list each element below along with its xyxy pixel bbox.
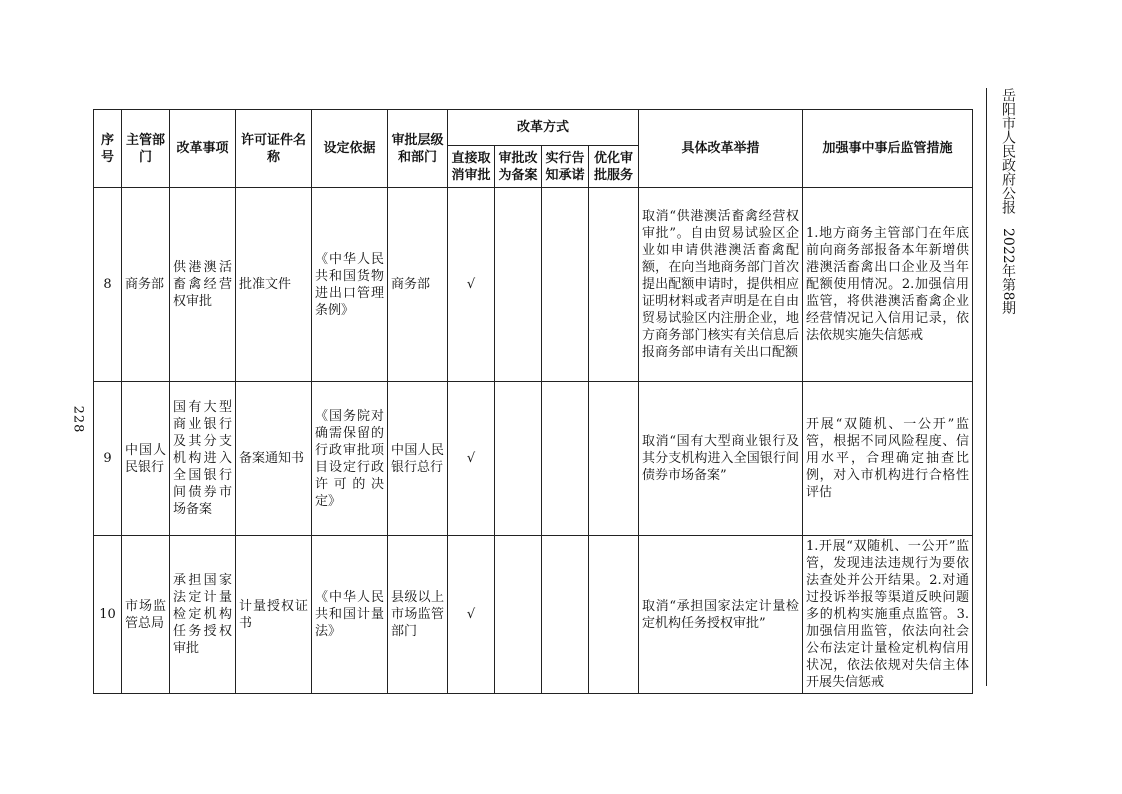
cell-dept: 市场监管总局 (122, 536, 170, 694)
cell-basis: 《中华人民共和国计量法》 (312, 536, 388, 694)
header-level: 审批层级和部门 (388, 110, 448, 188)
table-row (94, 536, 973, 694)
cell-basis: 《国务院对确需保留的行政审批项目设定行政许可的决定》 (312, 382, 388, 536)
cell-level: 县级以上市场监管部门 (388, 536, 448, 694)
header-item: 改革事项 (170, 110, 236, 188)
side-divider-line (986, 88, 987, 686)
header-mode-commit: 实行告知承诺 (542, 146, 589, 188)
page-number: 228 (70, 405, 86, 434)
cell-mode-commit (542, 188, 589, 382)
header-mode-filing: 审批改为备案 (495, 146, 542, 188)
header-seq: 序号 (94, 110, 122, 188)
cell-measures: 取消“承担国家法定计量检定机构任务授权审批” (639, 536, 803, 694)
cell-license: 批准文件 (236, 188, 312, 382)
cell-supervision: 1.地方商务主管部门在年底前向商务部报备本年新增供港澳活畜禽出口企业及当年配额使用情况。2.加强信用监管，将供港澳活畜禽企业经营情况记入信用记录，依法依规实施失信惩戒 (803, 188, 973, 382)
header-license: 许可证件名称 (236, 110, 312, 188)
header-measures: 具体改革举措 (639, 110, 803, 188)
cell-mode-commit (542, 536, 589, 694)
cell-mode-optimize (589, 188, 639, 382)
cell-item: 承担国家法定计量检定机构任务授权审批 (170, 536, 236, 694)
cell-mode-filing (495, 536, 542, 694)
cell-item: 供港澳活畜禽经营权审批 (170, 188, 236, 382)
cell-dept: 商务部 (122, 188, 170, 382)
cell-seq: 10 (94, 536, 122, 694)
cell-mode-cancel: √ (448, 382, 495, 536)
cell-mode-cancel: √ (448, 536, 495, 694)
cell-basis: 《中华人民共和国货物进出口管理条例》 (312, 188, 388, 382)
cell-mode-commit (542, 382, 589, 536)
table-row (94, 382, 973, 536)
cell-mode-filing (495, 382, 542, 536)
cell-dept: 中国人民银行 (122, 382, 170, 536)
reform-table (93, 109, 973, 694)
cell-level: 中国人民银行总行 (388, 382, 448, 536)
cell-mode-filing (495, 188, 542, 382)
header-basis: 设定依据 (312, 110, 388, 188)
table-row (94, 188, 973, 382)
header-dept: 主管部门 (122, 110, 170, 188)
cell-supervision: 1.开展“双随机、一公开”监管，发现违法违规行为要依法查处并公开结果。2.对通过投诉举报等渠道反映问题多的机构实施重点监管。3.加强信用监管，依法向社会公布法定计量检定机构信用状况，依法依规对失信主体开展失信惩戒 (803, 536, 973, 694)
cell-level: 商务部 (388, 188, 448, 382)
cell-license: 计量授权证书 (236, 536, 312, 694)
cell-measures: 取消“供港澳活畜禽经营权审批”。自由贸易试验区企业如申请供港澳活畜禽配额，在向当地商务部门首次提出配额申请时，提供相应证明材料或者声明是在自由贸易试验区内注册企业，地方商务部门核实有关信息后报商务部申请有关出口配额 (639, 188, 803, 382)
cell-mode-cancel: √ (448, 188, 495, 382)
header-reform-mode: 改革方式 (448, 110, 639, 146)
cell-mode-optimize (589, 536, 639, 694)
cell-seq: 8 (94, 188, 122, 382)
cell-mode-optimize (589, 382, 639, 536)
header-supervision: 加强事中事后监管措施 (803, 110, 973, 188)
cell-license: 备案通知书 (236, 382, 312, 536)
cell-item: 国有大型商业银行及其分支机构进入全国银行间债券市场备案 (170, 382, 236, 536)
cell-supervision: 开展“双随机、一公开”监管，根据不同风险程度、信用水平，合理确定抽查比例，对入市机构进行合格性评估 (803, 382, 973, 536)
cell-seq: 9 (94, 382, 122, 536)
header-mode-cancel: 直接取消审批 (448, 146, 495, 188)
side-running-header: 岳阳市人民政府公报 2022年第8期 (1000, 88, 1016, 315)
cell-measures: 取消“国有大型商业银行及其分支机构进入全国银行间债券市场备案” (639, 382, 803, 536)
header-mode-optimize: 优化审批服务 (589, 146, 639, 188)
